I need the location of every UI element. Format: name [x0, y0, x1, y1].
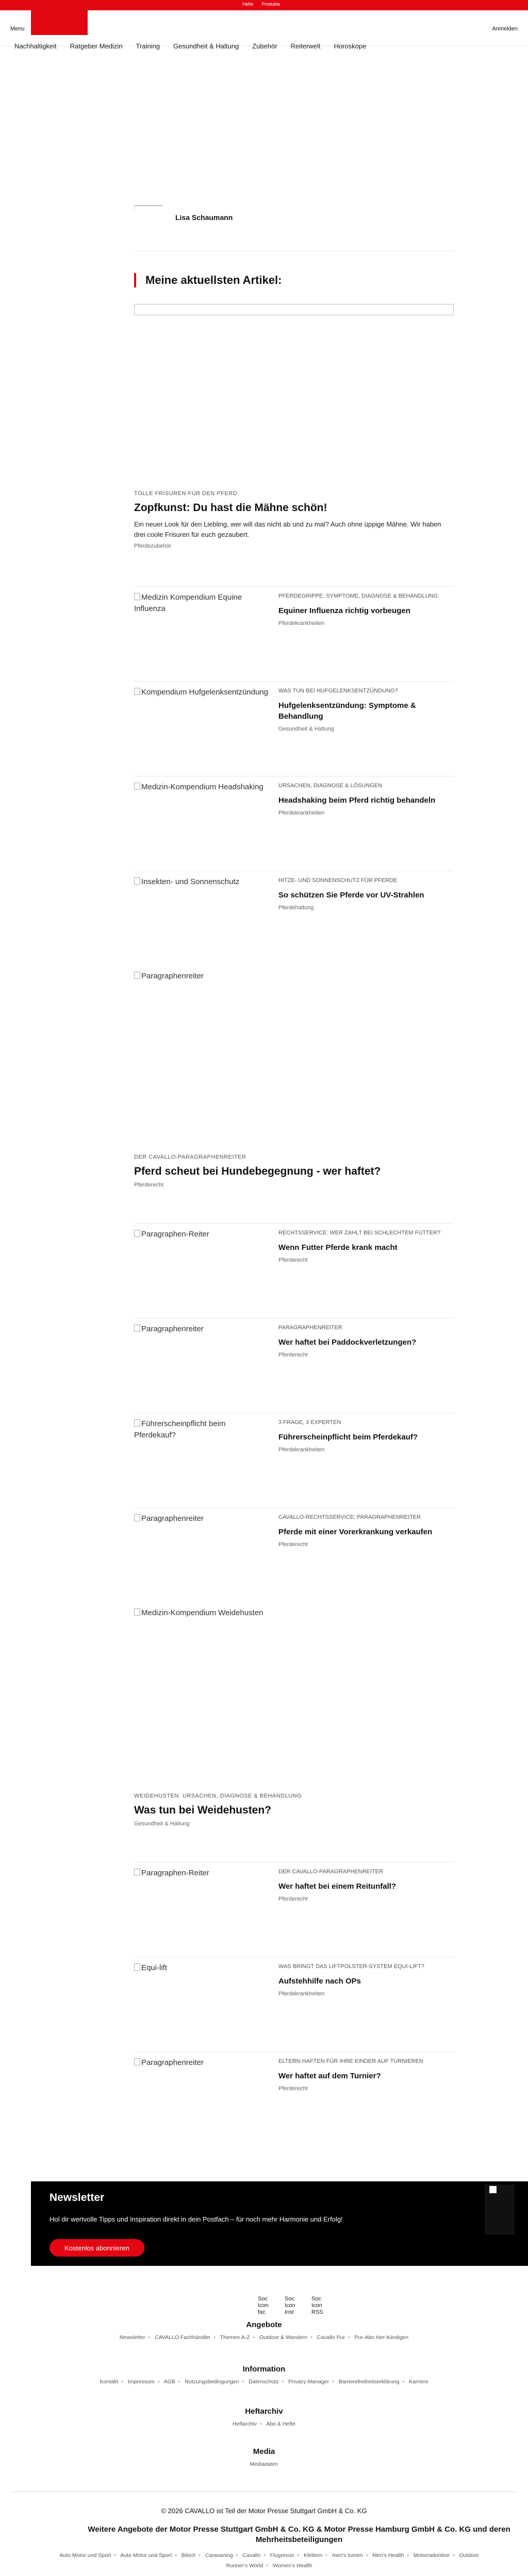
article-kicker: RECHTSSERVICE: WER ZAHLT BEI SCHLECHTEM FUTTER?	[278, 1230, 441, 1236]
more-offers-heading: Weitere Angebote der Motor Presse Stuttgart GmbH & Co. KG & Motor Presse Hamburg GmbH & Co. KG und deren Mehrheitsbeteiligungen	[88, 2525, 510, 2544]
footer-heading: Information	[242, 2365, 286, 2374]
list-item[interactable]	[134, 871, 454, 948]
footer-angebote	[0, 2320, 528, 2342]
article-kicker: WAS TUN BEI HUFGELENKSENTZÜNDUNG?	[278, 688, 398, 694]
article-image[interactable]: Kompendium Hufgelenksentzündung	[134, 687, 268, 698]
article-title[interactable]: Wenn Futter Pferde krank macht	[278, 1243, 398, 1252]
feature-teaser: Ein neuer Look für den Liebling, wer will das nicht ab und zu mal? Auch ohne üppige Mähne. Wir haben drei coole Frisuren für euch gezaubert.	[134, 520, 441, 538]
article-image[interactable]: Insekten- und Sonnenschutz	[134, 876, 268, 888]
article-kicker: DER CAVALLO-PARAGRAPHENREITER	[278, 1869, 383, 1875]
footer-link[interactable]: Nutzungsbedingungen	[185, 2379, 239, 2385]
nav-item-zubehoer[interactable]: Zubehör	[252, 42, 277, 50]
footer-link[interactable]: Newsletter	[119, 2334, 145, 2341]
footer-link[interactable]: Mediadaten	[250, 2461, 278, 2467]
footer-link[interactable]: Heftarchiv	[233, 2421, 257, 2427]
rss-icon[interactable]: Soc Icon RSS	[311, 2296, 323, 2315]
footer-link[interactable]: BikeX	[181, 2552, 196, 2558]
list-item[interactable]	[134, 1957, 454, 2034]
footer-link[interactable]: men's tumen	[332, 2552, 363, 2558]
article-title[interactable]: Headshaking beim Pferd richtig behandeln	[278, 796, 436, 805]
footer-links	[0, 2460, 528, 2469]
article-category[interactable]: Gesundheit & Haltung	[278, 726, 334, 732]
feature-title[interactable]: Zopfkunst: Du hast die Mähne schön!	[134, 502, 327, 514]
footer-link[interactable]: Cavallo	[242, 2552, 261, 2558]
article-image[interactable]: Medizin-Kompendium Headshaking	[134, 782, 268, 793]
feature-article-zopfkunst[interactable]	[134, 490, 454, 549]
footer-link[interactable]: Flugrevue	[270, 2552, 294, 2558]
footer-link[interactable]: CAVALLO Fachhändler	[155, 2334, 211, 2341]
article-category[interactable]: Pferderecht	[278, 1896, 308, 1902]
article-title[interactable]: Pferde mit einer Vorerkrankung verkaufen	[278, 1528, 433, 1536]
article-image[interactable]: Paragraphenreiter	[134, 1513, 268, 1524]
article-title[interactable]: Hufgelenksentzündung: Symptome & Behandlung	[278, 701, 416, 721]
footer-link[interactable]: Outdoor & Wandern	[259, 2334, 308, 2341]
list-item[interactable]	[134, 2052, 454, 2129]
newsletter-title: Newsletter	[50, 2192, 105, 2204]
copyright: © 2026 CAVALLO ist Teil der Motor Presse Stuttgart GmbH & Co. KG	[161, 2507, 367, 2515]
article-title[interactable]: Wer haftet auf dem Turnier?	[278, 2072, 381, 2080]
article-category[interactable]: Pferdekrankheiten	[278, 1991, 325, 1997]
article-image[interactable]: Führerscheinpflicht beim Pferdekauf?	[134, 1418, 268, 1441]
article-kicker: 3 FRAGE, 3 EXPERTEN	[278, 1419, 341, 1426]
list-item[interactable]	[134, 776, 454, 853]
feature-category[interactable]: Pferdezubehör	[134, 543, 172, 549]
feature-category[interactable]: Gesundheit & Haltung	[134, 1821, 190, 1827]
footer-link[interactable]: Abo & Hefte	[266, 2421, 295, 2427]
article-kicker: HITZE- UND SONNENSCHUTZ FÜR PFERDE	[278, 877, 398, 884]
footer-link[interactable]: AGB	[163, 2379, 175, 2385]
footer-link[interactable]: Datenschutz	[249, 2379, 279, 2385]
footer-link[interactable]: Cavallo Pur	[317, 2334, 345, 2341]
more-offers-links: Auto Motor und Sport • Auto Motor und Sport • BikeX • Caravaning • Cavallo • Flugrevue • Klettern • men's tumen • Men's Health • Motorradonline • Outdoor Runner's World • Women's Health	[59, 2552, 479, 2569]
footer-media	[0, 2447, 528, 2469]
close-icon[interactable]	[489, 2185, 497, 2194]
article-image[interactable]: Paragraphen-Reiter	[134, 1229, 268, 1240]
author-box	[134, 205, 454, 251]
hero-image-placeholder[interactable]	[134, 304, 454, 315]
article-title[interactable]: So schützen Sie Pferde vor UV-Strahlen	[278, 891, 424, 900]
footer-link[interactable]: Pur-Abo hier kündigen	[354, 2334, 409, 2341]
top-bar	[0, 0, 528, 10]
article-category[interactable]: Pferdehaltung	[278, 905, 314, 911]
article-category[interactable]: Pferderecht	[278, 2086, 308, 2092]
feature-kicker: TOLLE FRISUREN FÜR DEN PFERD	[134, 490, 238, 497]
menu-button[interactable]: Menu	[10, 26, 25, 32]
top-link-hefte[interactable]: Hefte	[242, 2, 254, 7]
newsletter-banner	[31, 2181, 528, 2266]
nav-item-horoskope[interactable]: Horoskope	[334, 42, 367, 50]
list-item[interactable]	[134, 586, 454, 664]
top-link-produkte[interactable]: Produkte	[261, 2, 280, 7]
article-category[interactable]: Pferderecht	[278, 1541, 308, 1548]
footer-heftarchiv	[0, 2407, 528, 2429]
article-title[interactable]: Führerscheinpflicht beim Pferdekauf?	[278, 1433, 418, 1442]
feature-article-hundebegegnung[interactable]	[134, 1154, 454, 1188]
author-name: Lisa Schaumann	[175, 213, 233, 222]
footer-link[interactable]: Klettern	[304, 2552, 323, 2558]
article-title[interactable]: Wer haftet bei einem Reitunfall?	[278, 1882, 397, 1891]
article-title[interactable]: Wer haftet bei Paddockverletzungen?	[278, 1338, 417, 1347]
nav-item-ratgeber-medizin[interactable]: Ratgeber Medizin	[70, 42, 123, 50]
instagram-icon[interactable]: Soc Icon Inst	[285, 2296, 295, 2315]
article-image[interactable]: Medizin Kompendium Equine Influenza	[134, 592, 268, 615]
article-category[interactable]: Pferdekrankheiten	[278, 1447, 325, 1453]
site-logo[interactable]	[31, 10, 88, 35]
article-title[interactable]: Equiner Influenza richtig vorbeugen	[278, 606, 410, 615]
footer-link[interactable]: Privacy Manager	[288, 2379, 329, 2385]
nav-item-nachhaltigkeit[interactable]: Nachhaltigkeit	[14, 42, 57, 50]
footer-link[interactable]: Motorradonline	[413, 2552, 450, 2558]
list-item[interactable]	[134, 1862, 454, 1939]
footer-links: Heftarchiv • Abo & Hefte	[233, 2421, 295, 2427]
footer-link[interactable]: Kontakt	[100, 2379, 119, 2385]
feature-category[interactable]: Pferderecht	[134, 1182, 163, 1188]
article-image[interactable]: Paragraphen-Reiter	[134, 1868, 268, 1879]
article-kicker: PFERDEGRIPPE: SYMPTOME, DIAGNOSE & BEHANDLUNG	[278, 593, 438, 599]
list-item[interactable]	[134, 681, 454, 758]
footer-link[interactable]: Caravaning	[205, 2552, 233, 2558]
article-category[interactable]: Pferderecht	[278, 1257, 308, 1263]
footer-heading: Media	[253, 2447, 275, 2456]
facebook-icon[interactable]: Soc Icon fac	[258, 2296, 269, 2315]
login-button[interactable]: Anmelden	[492, 26, 518, 32]
article-image[interactable]: Equi-lift	[134, 1962, 268, 1974]
nav-item-gesundheit-haltung[interactable]: Gesundheit & Haltung	[173, 42, 239, 50]
newsletter-text: Hol dir wertvolle Tipps und Inspiration direkt in dein Postfach – für noch mehr Harmonie und Erfolg!	[50, 2215, 343, 2223]
footer-links: Newsletter • CAVALLO Fachhändler • Themen A-Z • Outdoor & Wandern • Cavallo Pur • Pur-Abo hier kündigen	[119, 2334, 409, 2341]
article-image[interactable]: Paragraphenreiter	[134, 2057, 268, 2069]
feature-title[interactable]: Pferd scheut bei Hundebegegnung - wer haftet?	[134, 1165, 381, 1177]
article-category[interactable]: Pferdekrankheiten	[278, 620, 325, 626]
articles-heading: Meine aktuellsten Artikel:	[134, 273, 282, 287]
list-item[interactable]	[134, 1223, 454, 1300]
footer-heading: Angebote	[246, 2320, 282, 2329]
footer-link[interactable]: Outdoor	[459, 2552, 479, 2558]
feature-kicker: DER CAVALLO-PARAGRAPHENREITER	[134, 1154, 246, 1160]
article-category[interactable]: Pferdekrankheiten	[278, 810, 325, 816]
social-links	[258, 2296, 329, 2316]
top-links	[242, 2, 280, 7]
footer-link[interactable]: Men's Health	[372, 2552, 404, 2558]
footer-link[interactable]: Women's Health	[272, 2563, 312, 2569]
footer-link[interactable]: Impressum	[127, 2379, 155, 2385]
footer-link[interactable]: Auto Motor und Sport	[59, 2552, 111, 2558]
footer-links: Kontakt • Impressum • AGB • Nutzungsbedingungen • Datenschutz • Privacy Manager • Barrierefreiheitserklärung • Karriere	[100, 2379, 428, 2385]
feature-image[interactable]: Medizin-Kompendium Weidehusten	[134, 1608, 263, 1617]
footer-heading: Heftarchiv	[245, 2407, 283, 2416]
article-kicker: URSACHEN, DIAGNOSE & LÖSUNGEN	[278, 783, 383, 789]
footer-link[interactable]: Barrierefreiheitserklärung	[338, 2379, 400, 2385]
feature-article-weidehusten[interactable]	[134, 1793, 454, 1827]
article-kicker: ELTERN HAFTEN FÜR IHRE KINDER AUF TURNIEREN	[278, 2058, 423, 2064]
feature-kicker: WEIDEHUSTEN: URSACHEN, DIAGNOSE & BEHANDLUNG	[134, 1793, 302, 1799]
article-kicker: PARAGRAPHENREITER	[278, 1325, 342, 1331]
article-image[interactable]: Paragraphenreiter	[134, 1324, 268, 1335]
footer-link[interactable]: Auto Motor und Sport	[120, 2552, 172, 2558]
nav-item-reiterwelt[interactable]: Reiterwelt	[290, 42, 321, 50]
feature-title[interactable]: Was tun bei Weidehusten?	[134, 1804, 272, 1816]
feature-image[interactable]: Paragraphenreiter	[134, 972, 204, 980]
article-title[interactable]: Aufstehhilfe nach OPs	[278, 1977, 361, 1986]
footer-information	[0, 2365, 528, 2386]
footer-link[interactable]: Themen A-Z	[220, 2334, 250, 2341]
site-header	[0, 10, 528, 50]
list-item[interactable]	[134, 1507, 454, 1585]
list-item[interactable]	[134, 1413, 454, 1490]
footer-link[interactable]: Karriere	[409, 2379, 428, 2385]
footer-link[interactable]: Runner's World	[226, 2563, 263, 2569]
main-nav	[14, 42, 380, 50]
author-avatar	[134, 205, 163, 210]
article-kicker: CAVALLO-RECHTSSERVICE: PARAGRAPHENREITER	[278, 1514, 421, 1520]
newsletter-subscribe-button[interactable]: Kostenlos abonnieren	[50, 2239, 144, 2257]
article-kicker: WAS BRINGT DAS LIFTPOLSTER-SYSTEM EQUI-LIFT?	[278, 1963, 424, 1970]
list-item[interactable]	[134, 1318, 454, 1395]
article-category[interactable]: Pferderecht	[278, 1352, 308, 1358]
nav-item-training[interactable]: Training	[136, 42, 160, 50]
